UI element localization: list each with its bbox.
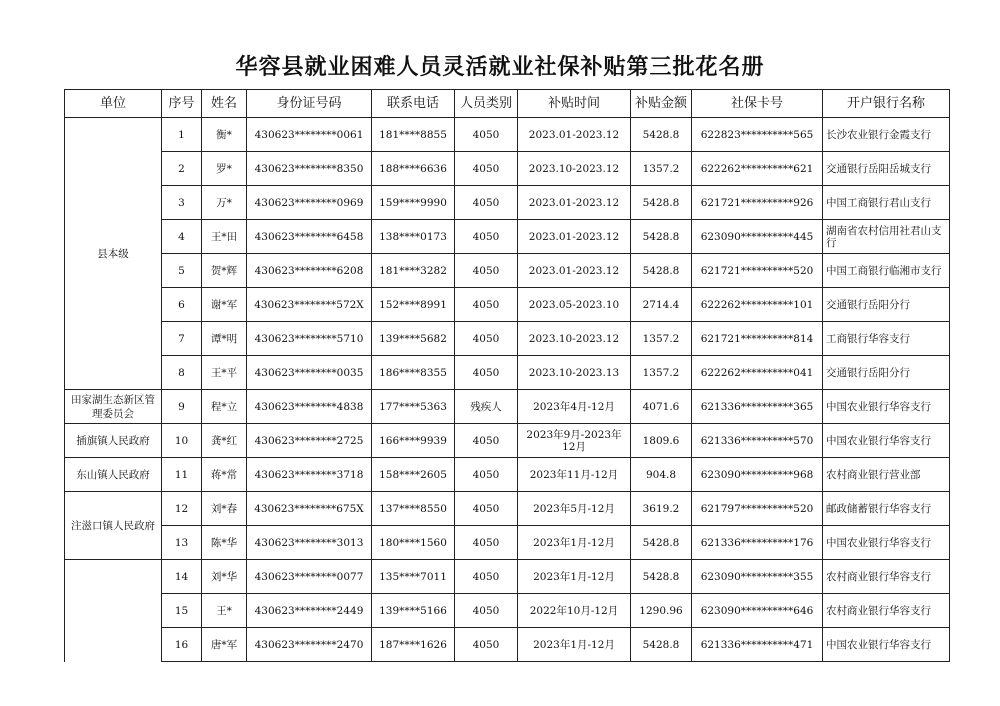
row-number-cell: 15	[162, 594, 202, 628]
table-row	[65, 594, 950, 628]
table-row	[65, 254, 950, 288]
table-row	[65, 220, 950, 254]
phone-cell: 181****8855	[372, 118, 455, 152]
subsidy-amount-cell: 5428.8	[631, 560, 692, 594]
category-cell: 4050	[455, 322, 518, 356]
person-name-cell: 贺*辉	[202, 254, 247, 288]
unit-cell	[65, 560, 162, 662]
social-security-card-cell: 621336**********570	[692, 424, 823, 458]
subsidy-amount-cell: 1809.6	[631, 424, 692, 458]
header-card: 社保卡号	[692, 90, 823, 118]
table-row	[65, 526, 950, 560]
phone-cell: 166****9939	[372, 424, 455, 458]
id-number-cell: 430623********0061	[247, 118, 372, 152]
table-row	[65, 458, 950, 492]
id-number-cell: 430623********8350	[247, 152, 372, 186]
subsidy-period-cell: 2023年1月-12月	[518, 526, 631, 560]
person-name-cell: 王*平	[202, 356, 247, 390]
header-phone: 联系电话	[372, 90, 455, 118]
header-name: 姓名	[202, 90, 247, 118]
bank-name-cell: 中国农业银行华容支行	[823, 628, 950, 662]
subsidy-amount-cell: 3619.2	[631, 492, 692, 526]
category-cell: 4050	[455, 288, 518, 322]
subsidy-amount-cell: 5428.8	[631, 118, 692, 152]
phone-cell: 181****3282	[372, 254, 455, 288]
social-security-card-cell: 623090**********646	[692, 594, 823, 628]
category-cell: 4050	[455, 152, 518, 186]
subsidy-period-cell: 2023.10-2023.12	[518, 322, 631, 356]
phone-cell: 159****9990	[372, 186, 455, 220]
subsidy-period-cell: 2023年1月-12月	[518, 628, 631, 662]
phone-cell: 186****8355	[372, 356, 455, 390]
person-name-cell: 程*立	[202, 390, 247, 424]
row-number-cell: 4	[162, 220, 202, 254]
category-cell: 4050	[455, 560, 518, 594]
id-number-cell: 430623********0969	[247, 186, 372, 220]
document-title: 华容县就业困难人员灵活就业社保补贴第三批花名册	[235, 55, 765, 80]
phone-cell: 187****1626	[372, 628, 455, 662]
header-period: 补贴时间	[518, 90, 631, 118]
person-name-cell: 蒋*常	[202, 458, 247, 492]
table-row	[65, 356, 950, 390]
person-name-cell: 谭*明	[202, 322, 247, 356]
header-id-number: 身份证号码	[247, 90, 372, 118]
table-row	[65, 628, 950, 662]
row-number-cell: 8	[162, 356, 202, 390]
social-security-card-cell: 623090**********355	[692, 560, 823, 594]
phone-cell: 139****5682	[372, 322, 455, 356]
unit-cell: 插旗镇人民政府	[65, 424, 162, 458]
table-row	[65, 186, 950, 220]
id-number-cell: 430623********3718	[247, 458, 372, 492]
unit-cell: 田家湖生态新区管理委员会	[65, 390, 162, 424]
id-number-cell: 430623********5710	[247, 322, 372, 356]
subsidy-period-cell: 2023.01-2023.12	[518, 186, 631, 220]
bank-name-cell: 交通银行岳阳分行	[823, 288, 950, 322]
phone-cell: 138****0173	[372, 220, 455, 254]
row-number-cell: 5	[162, 254, 202, 288]
category-cell: 4050	[455, 492, 518, 526]
row-number-cell: 7	[162, 322, 202, 356]
bank-name-cell: 湖南省农村信用社君山支行	[823, 220, 950, 254]
header-amount: 补贴金额	[631, 90, 692, 118]
social-security-card-cell: 621336**********176	[692, 526, 823, 560]
row-number-cell: 11	[162, 458, 202, 492]
phone-cell: 158****2605	[372, 458, 455, 492]
category-cell: 4050	[455, 186, 518, 220]
social-security-card-cell: 621721**********814	[692, 322, 823, 356]
header-bank: 开户银行名称	[823, 90, 950, 118]
header-category: 人员类别	[455, 90, 518, 118]
subsidy-amount-cell: 5428.8	[631, 220, 692, 254]
bank-name-cell: 中国农业银行华容支行	[823, 390, 950, 424]
social-security-card-cell: 621336**********471	[692, 628, 823, 662]
category-cell: 残疾人	[455, 390, 518, 424]
subsidy-amount-cell: 5428.8	[631, 186, 692, 220]
social-security-card-cell: 622823**********565	[692, 118, 823, 152]
person-name-cell: 刘*华	[202, 560, 247, 594]
subsidy-period-cell: 2023.01-2023.12	[518, 254, 631, 288]
phone-cell: 177****5363	[372, 390, 455, 424]
person-name-cell: 万*	[202, 186, 247, 220]
person-name-cell: 陈*华	[202, 526, 247, 560]
subsidy-amount-cell: 1357.2	[631, 356, 692, 390]
id-number-cell: 430623********2725	[247, 424, 372, 458]
person-name-cell: 罗*	[202, 152, 247, 186]
social-security-card-cell: 623090**********968	[692, 458, 823, 492]
bank-name-cell: 长沙农业银行金霞支行	[823, 118, 950, 152]
subsidy-amount-cell: 5428.8	[631, 254, 692, 288]
id-number-cell: 430623********6458	[247, 220, 372, 254]
category-cell: 4050	[455, 526, 518, 560]
row-number-cell: 12	[162, 492, 202, 526]
unit-cell: 东山镇人民政府	[65, 458, 162, 492]
phone-cell: 188****6636	[372, 152, 455, 186]
row-number-cell: 2	[162, 152, 202, 186]
subsidy-period-cell: 2023.10-2023.13	[518, 356, 631, 390]
subsidy-amount-cell: 1290.96	[631, 594, 692, 628]
phone-cell: 180****1560	[372, 526, 455, 560]
bank-name-cell: 中国工商银行临湘市支行	[823, 254, 950, 288]
bank-name-cell: 中国农业银行华容支行	[823, 526, 950, 560]
id-number-cell: 430623********675X	[247, 492, 372, 526]
table-row	[65, 152, 950, 186]
subsidy-amount-cell: 5428.8	[631, 526, 692, 560]
row-number-cell: 10	[162, 424, 202, 458]
social-security-card-cell: 621721**********926	[692, 186, 823, 220]
bank-name-cell: 邮政储蓄银行华容支行	[823, 492, 950, 526]
table-row	[65, 118, 950, 152]
category-cell: 4050	[455, 458, 518, 492]
subsidy-period-cell: 2023.10-2023.12	[518, 152, 631, 186]
table-row	[65, 390, 950, 424]
subsidy-amount-cell: 5428.8	[631, 628, 692, 662]
phone-cell: 152****8991	[372, 288, 455, 322]
id-number-cell: 430623********2470	[247, 628, 372, 662]
unit-cell: 注滋口镇人民政府	[65, 492, 162, 560]
social-security-card-cell: 621797**********520	[692, 492, 823, 526]
subsidy-period-cell: 2023年11月-12月	[518, 458, 631, 492]
subsidy-amount-cell: 904.8	[631, 458, 692, 492]
category-cell: 4050	[455, 628, 518, 662]
bank-name-cell: 农村商业银行华容支行	[823, 560, 950, 594]
id-number-cell: 430623********2449	[247, 594, 372, 628]
bank-name-cell: 工商银行华容支行	[823, 322, 950, 356]
category-cell: 4050	[455, 220, 518, 254]
id-number-cell: 430623********572X	[247, 288, 372, 322]
table-row	[65, 288, 950, 322]
table-row	[65, 492, 950, 526]
id-number-cell: 430623********3013	[247, 526, 372, 560]
bank-name-cell: 中国工商银行君山支行	[823, 186, 950, 220]
subsidy-period-cell: 2023.05-2023.10	[518, 288, 631, 322]
phone-cell: 135****7011	[372, 560, 455, 594]
bank-name-cell: 中国农业银行华容支行	[823, 424, 950, 458]
row-number-cell: 14	[162, 560, 202, 594]
subsidy-amount-cell: 4071.6	[631, 390, 692, 424]
person-name-cell: 王*田	[202, 220, 247, 254]
subsidy-amount-cell: 1357.2	[631, 322, 692, 356]
person-name-cell: 唐*军	[202, 628, 247, 662]
table-row	[65, 424, 950, 458]
category-cell: 4050	[455, 356, 518, 390]
unit-cell: 县本级	[65, 118, 162, 390]
social-security-card-cell: 623090**********445	[692, 220, 823, 254]
subsidy-period-cell: 2023年4月-12月	[518, 390, 631, 424]
phone-cell: 139****5166	[372, 594, 455, 628]
bank-name-cell: 农村商业银行华容支行	[823, 594, 950, 628]
bank-name-cell: 交通银行岳阳岳城支行	[823, 152, 950, 186]
social-security-card-cell: 622262**********101	[692, 288, 823, 322]
header-unit: 单位	[65, 90, 162, 118]
id-number-cell: 430623********4838	[247, 390, 372, 424]
id-number-cell: 430623********0035	[247, 356, 372, 390]
id-number-cell: 430623********0077	[247, 560, 372, 594]
subsidy-period-cell: 2023.01-2023.12	[518, 220, 631, 254]
person-name-cell: 王*	[202, 594, 247, 628]
person-name-cell: 龚*红	[202, 424, 247, 458]
subsidy-period-cell: 2022年10月-12月	[518, 594, 631, 628]
id-number-cell: 430623********6208	[247, 254, 372, 288]
row-number-cell: 1	[162, 118, 202, 152]
row-number-cell: 16	[162, 628, 202, 662]
row-number-cell: 3	[162, 186, 202, 220]
table-row	[65, 560, 950, 594]
person-name-cell: 刘*春	[202, 492, 247, 526]
category-cell: 4050	[455, 118, 518, 152]
bank-name-cell: 农村商业银行营业部	[823, 458, 950, 492]
bank-name-cell: 交通银行岳阳分行	[823, 356, 950, 390]
subsidy-period-cell: 2023年1月-12月	[518, 560, 631, 594]
category-cell: 4050	[455, 254, 518, 288]
header-no: 序号	[162, 90, 202, 118]
row-number-cell: 13	[162, 526, 202, 560]
social-security-card-cell: 622262**********621	[692, 152, 823, 186]
person-name-cell: 衡*	[202, 118, 247, 152]
subsidy-period-cell: 2023年5月-12月	[518, 492, 631, 526]
social-security-card-cell: 621721**********520	[692, 254, 823, 288]
table-row	[65, 322, 950, 356]
row-number-cell: 9	[162, 390, 202, 424]
phone-cell: 137****8550	[372, 492, 455, 526]
header-row	[65, 90, 950, 118]
subsidy-amount-cell: 2714.4	[631, 288, 692, 322]
person-name-cell: 谢*军	[202, 288, 247, 322]
social-security-card-cell: 622262**********041	[692, 356, 823, 390]
subsidy-period-cell: 2023.01-2023.12	[518, 118, 631, 152]
social-security-card-cell: 621336**********365	[692, 390, 823, 424]
roster-table	[64, 89, 950, 662]
subsidy-period-cell: 2023年9月-2023年12月	[518, 424, 631, 458]
category-cell: 4050	[455, 424, 518, 458]
subsidy-amount-cell: 1357.2	[631, 152, 692, 186]
category-cell: 4050	[455, 594, 518, 628]
row-number-cell: 6	[162, 288, 202, 322]
